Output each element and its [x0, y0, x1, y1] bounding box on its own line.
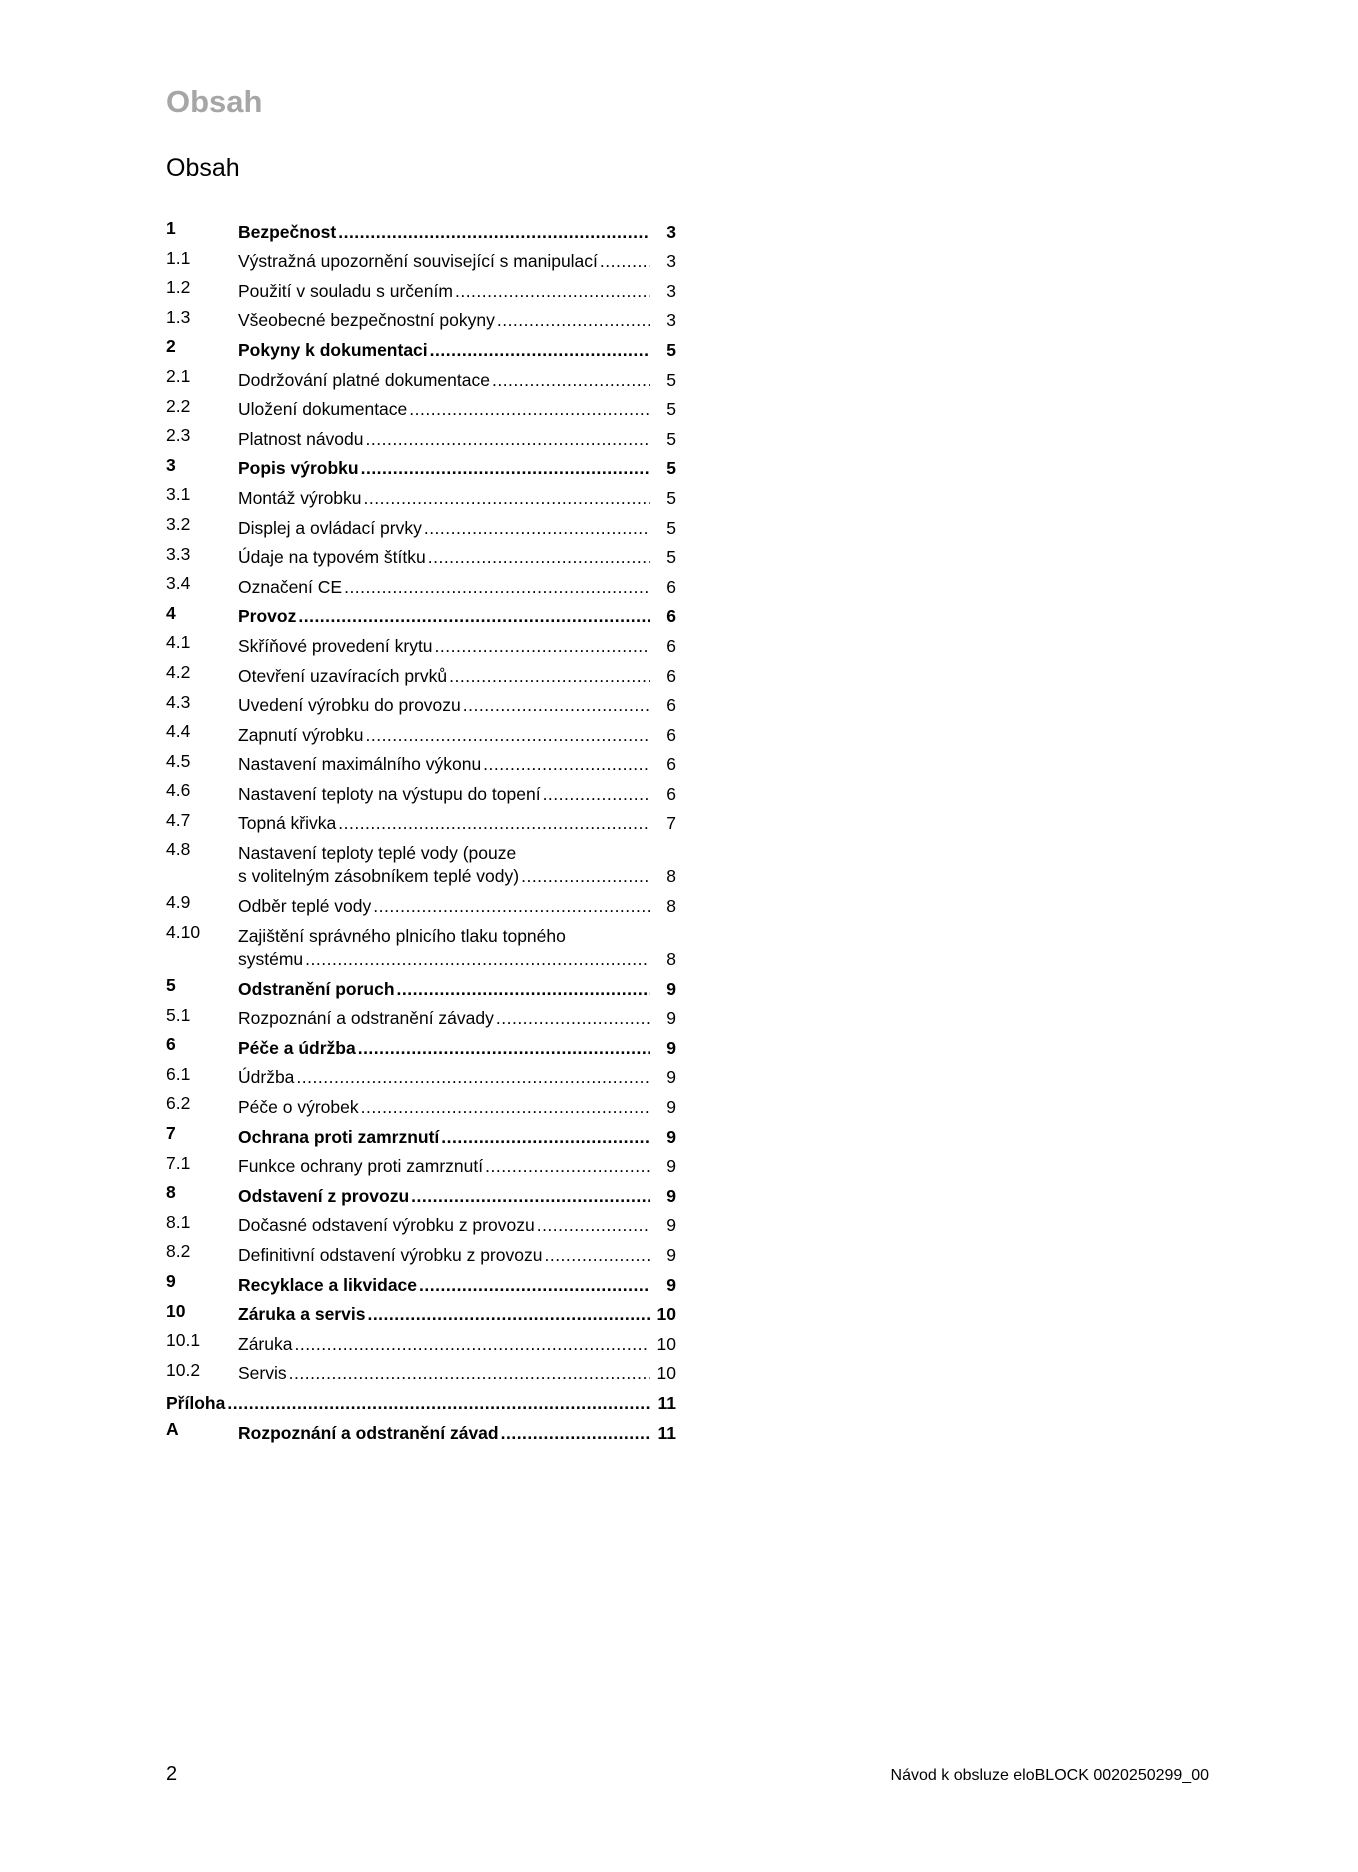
toc-entry[interactable] [166, 1001, 676, 1031]
toc-entry-page: 9 [666, 1067, 676, 1088]
toc-entry-number: 7.1 [166, 1152, 191, 1173]
toc-leader-dots [544, 1244, 650, 1267]
toc-entry-page: 7 [666, 813, 676, 834]
toc-entry-title: systému [238, 949, 304, 970]
toc-entry[interactable] [166, 421, 676, 451]
running-header: Obsah [166, 84, 263, 119]
toc-entry-number: 8 [166, 1182, 176, 1203]
toc-entry-title: Dočasné odstavení výrobku z provozu [238, 1215, 535, 1236]
toc-entry[interactable] [166, 569, 676, 599]
toc-leader-dots [543, 783, 650, 806]
toc-entry-title: Provoz [238, 606, 297, 627]
toc-entry[interactable] [166, 362, 676, 392]
toc-leader-dots [305, 948, 650, 971]
toc-leader-dots [492, 369, 650, 392]
toc-entry-title: Popis výrobku [238, 458, 359, 479]
toc-entry-title: Údaje na typovém štítku [238, 547, 426, 568]
toc-leader-dots [463, 694, 650, 717]
toc-entry-page: 10 [656, 1333, 676, 1354]
toc-entry-title: Rozpoznání a odstranění závady [238, 1008, 494, 1029]
toc-leader-dots [344, 576, 650, 599]
toc-entry-title: Označení CE [238, 576, 343, 597]
toc-entry-title: Otevření uzavíracích prvků [238, 665, 448, 686]
toc-entry-title: Uvedení výrobku do provozu [238, 695, 461, 716]
toc-leader-dots [497, 309, 650, 332]
toc-entry-page: 3 [666, 221, 676, 242]
toc-entry-page: 11 [657, 1392, 676, 1413]
toc-entry-title: Skříňové provedení krytu [238, 635, 433, 656]
toc-title: Obsah [166, 154, 240, 182]
toc-entry-title: Údržba [238, 1067, 295, 1088]
toc-entry-number: 3 [166, 454, 176, 475]
toc-entry[interactable] [166, 540, 676, 570]
toc-leader-dots [227, 1392, 650, 1415]
toc-entry-number: 4.4 [166, 721, 191, 742]
toc-entry-page: 5 [666, 428, 676, 449]
toc-entry-page: 6 [666, 606, 676, 627]
toc-entry-number: 4.1 [166, 632, 191, 653]
toc-entry-title: Výstražná upozornění související s manipulací [238, 251, 598, 272]
toc-entry-number: 8.1 [166, 1211, 191, 1232]
toc-entry-title: Odstranění poruch [238, 978, 395, 999]
toc-leader-dots [296, 1066, 650, 1089]
toc-entry-title: Příloha [166, 1392, 226, 1413]
toc-entry[interactable] [166, 628, 676, 658]
toc-leader-dots [338, 812, 650, 835]
toc-entry-title: Záruka a servis [238, 1304, 366, 1325]
toc-leader-dots [361, 1096, 650, 1119]
toc-leader-dots [361, 457, 650, 480]
toc-leader-dots [411, 1185, 650, 1208]
toc-entry-title: Nastavení teploty na výstupu do topení [238, 783, 541, 804]
toc-entry-number: 4.9 [166, 892, 191, 913]
toc-entry-number: 4 [166, 602, 176, 623]
toc-entry-title: Odběr teplé vody [238, 896, 372, 917]
toc-entry-title-line1: Zajištění správného plnicího tlaku topného [238, 926, 566, 947]
toc-entry-page: 6 [666, 783, 676, 804]
toc-entry-page: 6 [666, 724, 676, 745]
toc-entry-title: Použití v souladu s určením [238, 280, 453, 301]
toc-entry-number: 10.1 [166, 1330, 201, 1351]
toc-entry-title: Rozpoznání a odstranění závad [238, 1422, 499, 1443]
toc-entry-number: 9 [166, 1271, 176, 1291]
toc-leader-dots [485, 1155, 650, 1178]
toc-entry[interactable] [166, 1178, 676, 1208]
toc-entry[interactable] [166, 918, 676, 971]
toc-leader-dots [419, 1274, 650, 1297]
toc-entry-page: 3 [666, 310, 676, 331]
toc-leader-dots [338, 221, 650, 244]
toc-entry-page: 6 [666, 665, 676, 686]
toc-entry[interactable] [166, 658, 676, 688]
toc-entry-number: 2.2 [166, 395, 191, 416]
toc-entry[interactable] [166, 1267, 676, 1297]
toc-leader-dots [409, 398, 650, 421]
toc-entry[interactable] [166, 888, 676, 918]
toc-entry[interactable] [166, 392, 676, 422]
toc-entry-page: 5 [666, 339, 676, 360]
toc-entry[interactable] [166, 1385, 676, 1415]
toc-leader-dots [455, 280, 650, 303]
toc-entry-title: Servis [238, 1363, 287, 1384]
toc-entry-number: 5.1 [166, 1004, 191, 1025]
toc-leader-dots [521, 865, 650, 888]
toc-entry-number: 10.2 [166, 1359, 201, 1380]
toc-entry-number: 6 [166, 1034, 176, 1055]
toc-entry[interactable] [166, 717, 676, 747]
toc-entry[interactable] [166, 273, 676, 303]
toc-entry-page: 9 [666, 1156, 676, 1177]
toc-leader-dots [373, 895, 650, 918]
toc-entry-number: 1.2 [166, 277, 191, 298]
toc-entry-page: 3 [666, 251, 676, 272]
toc-entry-page: 6 [666, 576, 676, 597]
toc-entry-page: 6 [666, 635, 676, 656]
toc-entry-page: 9 [666, 1215, 676, 1236]
toc-leader-dots [364, 487, 650, 510]
toc-entry-number: 4.2 [166, 661, 191, 682]
toc-entry[interactable] [166, 510, 676, 540]
toc-entry-number: 2.3 [166, 425, 191, 446]
toc-entry-title: Montáž výrobku [238, 487, 362, 508]
toc-entry[interactable] [166, 244, 676, 274]
toc-entry-title: Funkce ochrany proti zamrznutí [238, 1156, 484, 1177]
toc-entry[interactable] [166, 1089, 676, 1119]
toc-leader-dots [289, 1362, 650, 1385]
toc-entry[interactable] [166, 776, 676, 806]
toc-entry-title: Platnost návodu [238, 428, 364, 449]
toc-entry-page: 9 [666, 1037, 676, 1058]
toc-entry-number: 3.3 [166, 543, 191, 564]
toc-leader-dots [358, 1037, 650, 1060]
toc-leader-dots [366, 428, 650, 451]
toc-leader-dots [367, 1303, 650, 1326]
toc-entry-number: 5 [166, 975, 176, 996]
toc-entry-number: 1 [166, 218, 176, 238]
toc-entry-page: 8 [666, 896, 676, 917]
toc-entry-number: 10 [166, 1300, 186, 1321]
toc-entry-page: 9 [666, 1245, 676, 1265]
toc-leader-dots [298, 605, 650, 628]
toc-entry-number: 4.10 [166, 922, 201, 943]
toc-leader-dots [483, 753, 650, 776]
toc-entry[interactable] [166, 303, 676, 333]
toc-entry[interactable] [166, 332, 676, 362]
toc-entry-title: Topná křivka [238, 813, 337, 834]
toc-entry-number: 6.2 [166, 1093, 191, 1114]
toc-leader-dots [501, 1422, 650, 1445]
toc-entry-page: 9 [666, 1097, 676, 1118]
toc-entry[interactable] [166, 214, 676, 244]
toc-leader-dots [428, 546, 650, 569]
toc-entry[interactable] [166, 1356, 676, 1386]
toc-entry-page: 5 [666, 458, 676, 479]
toc-entry[interactable] [166, 1208, 676, 1238]
toc-leader-dots [397, 978, 650, 1001]
toc-leader-dots [430, 339, 650, 362]
toc-entry[interactable] [166, 1297, 676, 1327]
toc-entry-page: 5 [666, 547, 676, 568]
toc-entry-page: 9 [666, 1274, 676, 1295]
toc-entry-title: Dodržování platné dokumentace [238, 369, 490, 390]
toc-entry-number: 8.2 [166, 1241, 191, 1262]
toc-leader-dots [424, 517, 650, 540]
toc-entry-title: Definitivní odstavení výrobku z provozu [238, 1245, 543, 1265]
toc-entry[interactable] [166, 1326, 676, 1356]
toc-entry[interactable] [166, 971, 676, 1001]
toc-entry[interactable] [166, 1237, 676, 1267]
toc-entry-page: 5 [666, 369, 676, 390]
toc-entry[interactable] [166, 1415, 676, 1445]
toc-entry-number: 2 [166, 336, 176, 357]
toc-entry-number: 4.6 [166, 780, 191, 801]
toc-entry[interactable] [166, 599, 676, 629]
toc-entry-number: 1.3 [166, 306, 191, 327]
toc-entry[interactable] [166, 480, 676, 510]
toc-entry-title: Bezpečnost [238, 221, 337, 242]
toc-entry[interactable] [166, 835, 676, 888]
toc-entry-title: Odstavení z provozu [238, 1185, 410, 1206]
toc-entry-number: 3.4 [166, 573, 191, 594]
toc-entry[interactable] [166, 806, 676, 836]
toc-entry-title: Uložení dokumentace [238, 399, 408, 420]
toc-entry-title: Záruka [238, 1333, 293, 1354]
toc-entry-title: s volitelným zásobníkem teplé vody) [238, 866, 520, 887]
toc-leader-dots [435, 635, 650, 658]
footer-document-title: Návod k obsluze eloBLOCK 0020250299_00 [890, 1767, 1209, 1784]
toc-entry-title: Péče o výrobek [238, 1097, 359, 1118]
footer-page-number: 2 [166, 1763, 178, 1785]
toc-entry-number: 2.1 [166, 365, 191, 386]
toc-entry[interactable] [166, 688, 676, 718]
toc-leader-dots [294, 1333, 650, 1356]
toc-entry-title-line1: Nastavení teploty teplé vody (pouze [238, 843, 517, 864]
toc-entry-page: 5 [666, 399, 676, 420]
toc-entry-title: Všeobecné bezpečnostní pokyny [238, 310, 495, 331]
toc-entry-title: Ochrana proti zamrznutí [238, 1126, 440, 1147]
toc-entry-page: 3 [666, 280, 676, 301]
toc-entry[interactable] [166, 1060, 676, 1090]
toc-entry-page: 9 [666, 1008, 676, 1029]
toc-entry-title: Pokyny k dokumentaci [238, 339, 428, 360]
toc-entry-page: 11 [657, 1422, 676, 1443]
toc-entry-number: 4.8 [166, 839, 191, 860]
toc-leader-dots [449, 665, 650, 688]
toc-entry-page: 8 [666, 949, 676, 970]
toc-entry-page: 10 [656, 1363, 676, 1384]
toc-entry-page: 6 [666, 754, 676, 775]
toc-entry-page: 6 [666, 695, 676, 716]
toc-leader-dots [441, 1126, 650, 1149]
toc-entry[interactable] [166, 1149, 676, 1179]
toc-entry-number: 1.1 [166, 247, 191, 268]
toc-entry-page: 9 [666, 978, 676, 999]
toc-entry-number: 7 [166, 1123, 176, 1144]
toc-leader-dots [537, 1214, 650, 1237]
toc-entry-number: 4.5 [166, 750, 191, 771]
toc-leader-dots [600, 250, 650, 273]
toc-entry[interactable] [166, 451, 676, 481]
toc-entry-page: 10 [656, 1304, 676, 1325]
toc-entry-page: 5 [666, 517, 676, 538]
toc-entry-title: Péče a údržba [238, 1037, 356, 1058]
toc-entry-number: 4.3 [166, 691, 191, 712]
toc-entry-number: 3.1 [166, 484, 191, 505]
toc-entry-number: 4.7 [166, 809, 191, 830]
toc-entry[interactable] [166, 1030, 676, 1060]
toc-leader-dots [496, 1007, 650, 1030]
toc-entry-title: Nastavení maximálního výkonu [238, 754, 482, 775]
toc-entry-title: Zapnutí výrobku [238, 724, 364, 745]
toc-entry[interactable] [166, 1119, 676, 1149]
toc-entry-title: Recyklace a likvidace [238, 1274, 418, 1295]
table-of-contents [166, 214, 676, 1445]
toc-entry-number: 6.1 [166, 1063, 191, 1084]
toc-entry[interactable] [166, 747, 676, 777]
toc-entry-page: 9 [666, 1185, 676, 1206]
toc-entry-page: 8 [666, 866, 676, 887]
toc-entry-number: 3.2 [166, 513, 191, 534]
toc-entry-title: Displej a ovládací prvky [238, 517, 422, 538]
toc-entry-number: A [166, 1418, 179, 1439]
toc-entry-page: 5 [666, 487, 676, 508]
toc-entry-page: 9 [666, 1126, 676, 1147]
toc-leader-dots [365, 724, 650, 747]
